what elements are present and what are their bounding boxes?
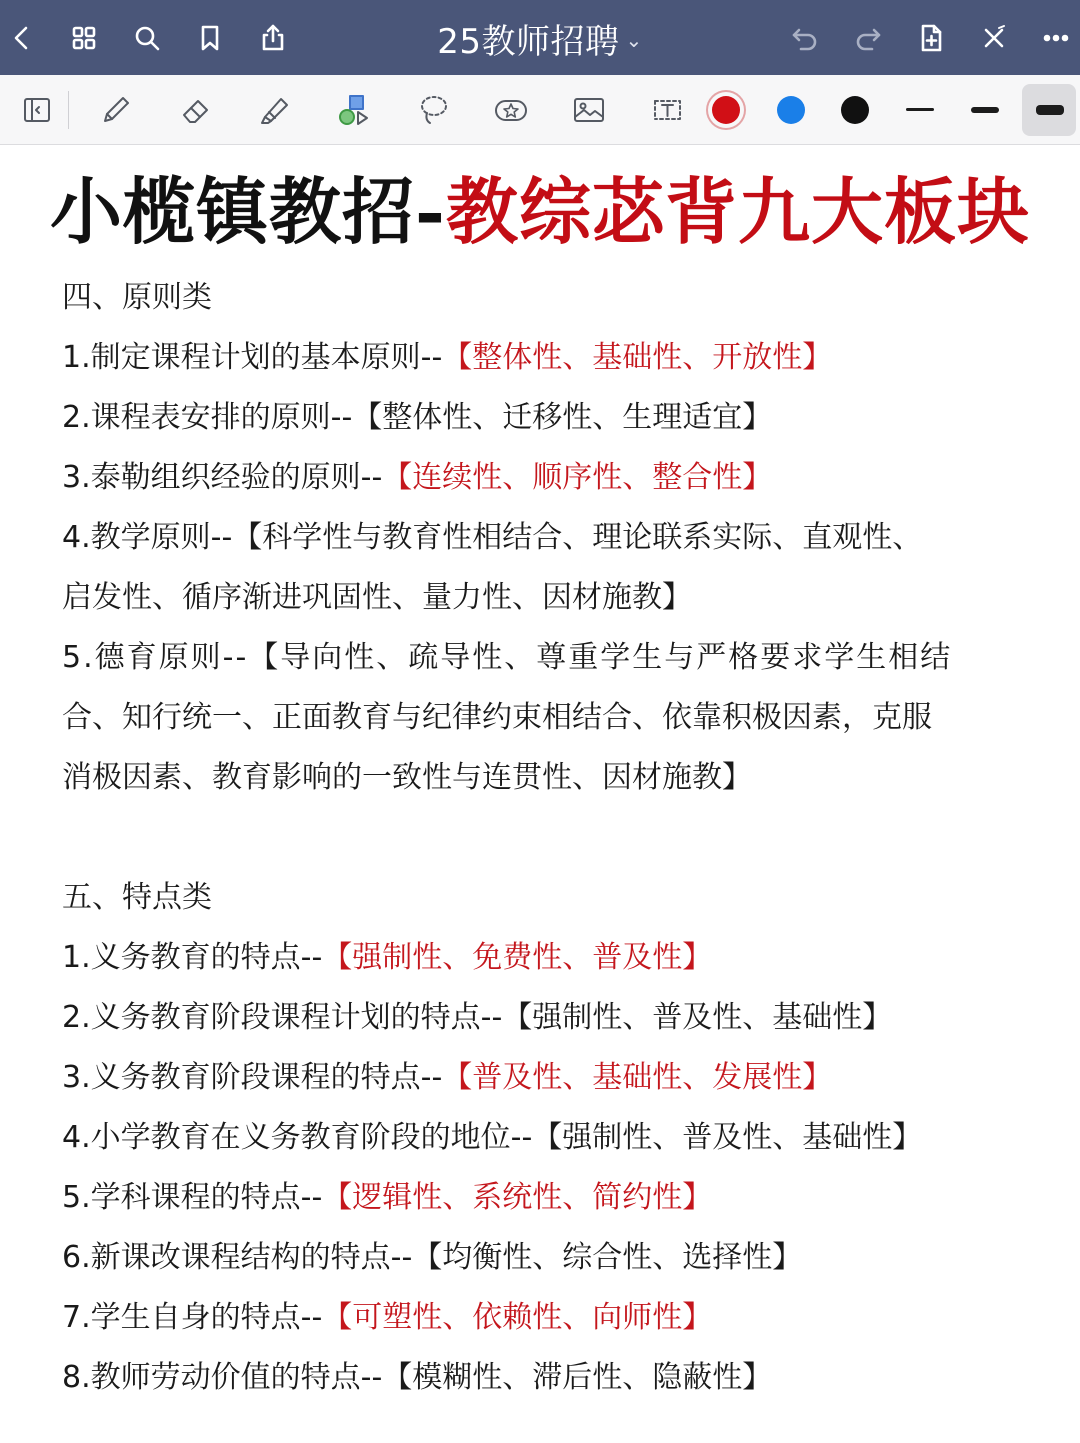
item-prefix: 2.课程表安排的原则--	[62, 400, 353, 435]
document-title[interactable]	[340, 14, 740, 62]
list-item	[62, 636, 1042, 680]
image-icon[interactable]	[566, 88, 612, 132]
stroke-width-thick[interactable]	[1036, 105, 1064, 115]
item-prefix: 7.学生自身的特点--	[62, 1300, 323, 1335]
lasso-icon[interactable]	[410, 88, 456, 132]
list-item	[62, 456, 1042, 500]
section-heading-characteristics: 五、特点类	[62, 880, 212, 915]
close-icon[interactable]	[972, 16, 1016, 60]
item-prefix: 5.学科课程的特点--	[62, 1180, 323, 1215]
list-item	[62, 936, 1042, 980]
list-item	[62, 1176, 1042, 1220]
item-answer: 【导向性、疏导性、尊重学生与严格要求学生相结	[248, 640, 953, 675]
item-prefix: 3.义务教育阶段课程的特点--	[62, 1060, 443, 1095]
redo-icon[interactable]	[846, 16, 890, 60]
list-item	[62, 1296, 1042, 1340]
color-swatch-red[interactable]	[712, 96, 740, 124]
list-item	[62, 1236, 1042, 1280]
color-swatch-blue[interactable]	[777, 96, 805, 124]
grid-icon[interactable]	[62, 16, 106, 60]
document-page[interactable]	[0, 146, 1080, 1443]
toolbar-divider	[68, 91, 69, 129]
list-item	[62, 1356, 1042, 1400]
item-answer: 【模糊性、滞后性、隐蔽性】	[382, 1360, 773, 1395]
pages-panel-icon[interactable]	[14, 88, 60, 132]
stroke-width-medium[interactable]	[971, 107, 999, 113]
page-title-black: 小榄镇教招-	[50, 169, 446, 254]
highlighter-icon[interactable]	[252, 88, 298, 132]
search-icon[interactable]	[125, 16, 169, 60]
item-prefix: 8.教师劳动价值的特点--	[62, 1360, 383, 1395]
list-item	[62, 1116, 1042, 1160]
list-item-continuation	[62, 756, 1042, 800]
list-item	[62, 396, 1042, 440]
document-title-text: 25教师招聘	[437, 21, 620, 62]
item-prefix: 2.义务教育阶段课程计划的特点--	[62, 1000, 503, 1035]
section-heading-principles: 四、原则类	[62, 280, 212, 315]
list-item	[62, 996, 1042, 1040]
back-icon[interactable]	[0, 16, 44, 60]
list-item-continuation	[62, 576, 1042, 620]
item-answer: 【强制性、免费性、普及性】	[322, 940, 713, 975]
undo-icon[interactable]	[783, 16, 827, 60]
pen-icon[interactable]	[93, 88, 139, 132]
stroke-width-thin[interactable]	[906, 108, 934, 111]
item-answer: 【连续性、顺序性、整合性】	[382, 460, 773, 495]
item-answer: 【逻辑性、系统性、简约性】	[322, 1180, 713, 1215]
add-page-icon[interactable]	[909, 16, 953, 60]
list-item	[62, 516, 1042, 560]
item-prefix: 3.泰勒组织经验的原则--	[62, 460, 383, 495]
item-answer: 【强制性、普及性、基础性】	[532, 1120, 923, 1155]
shapes-icon[interactable]	[331, 88, 377, 132]
chevron-down-icon: ⌄	[625, 28, 643, 52]
item-prefix: 5.德育原则--	[62, 640, 249, 675]
color-swatch-black[interactable]	[841, 96, 869, 124]
item-answer: 【整体性、基础性、开放性】	[442, 340, 833, 375]
item-prefix: 6.新课改课程结构的特点--	[62, 1240, 413, 1275]
more-icon[interactable]	[1034, 16, 1078, 60]
item-prefix: 1.制定课程计划的基本原则--	[62, 340, 443, 375]
item-prefix: 1.义务教育的特点--	[62, 940, 323, 975]
list-item	[62, 1056, 1042, 1100]
item-prefix: 4.小学教育在义务教育阶段的地位--	[62, 1120, 533, 1155]
item-answer: 【整体性、迁移性、生理适宜】	[352, 400, 773, 435]
item-answer: 启发性、循序渐进巩固性、量力性、因材施教】	[62, 580, 692, 615]
item-answer: 【强制性、普及性、基础性】	[502, 1000, 893, 1035]
top-nav-bar	[0, 0, 1080, 75]
list-item	[62, 336, 1042, 380]
sticker-icon[interactable]	[488, 88, 534, 132]
share-icon[interactable]	[251, 16, 295, 60]
item-answer: 【可塑性、依赖性、向师性】	[322, 1300, 713, 1335]
item-answer: 合、知行统一、正面教育与纪律约束相结合、依靠积极因素，克服	[62, 700, 932, 735]
page-title-red: 教综苾背九大板块	[445, 169, 1030, 254]
text-icon[interactable]	[644, 88, 690, 132]
bookmark-icon[interactable]	[188, 16, 232, 60]
item-answer: 【科学性与教育性相结合、理论联系实际、直观性、	[232, 520, 923, 555]
eraser-icon[interactable]	[173, 88, 219, 132]
item-answer: 【均衡性、综合性、选择性】	[412, 1240, 803, 1275]
drawing-toolbar	[0, 75, 1080, 145]
page-title	[0, 168, 1080, 256]
list-item-continuation	[62, 696, 1042, 740]
item-answer: 【普及性、基础性、发展性】	[442, 1060, 833, 1095]
item-answer: 消极因素、教育影响的一致性与连贯性、因材施教】	[62, 760, 752, 795]
item-prefix: 4.教学原则--	[62, 520, 233, 555]
